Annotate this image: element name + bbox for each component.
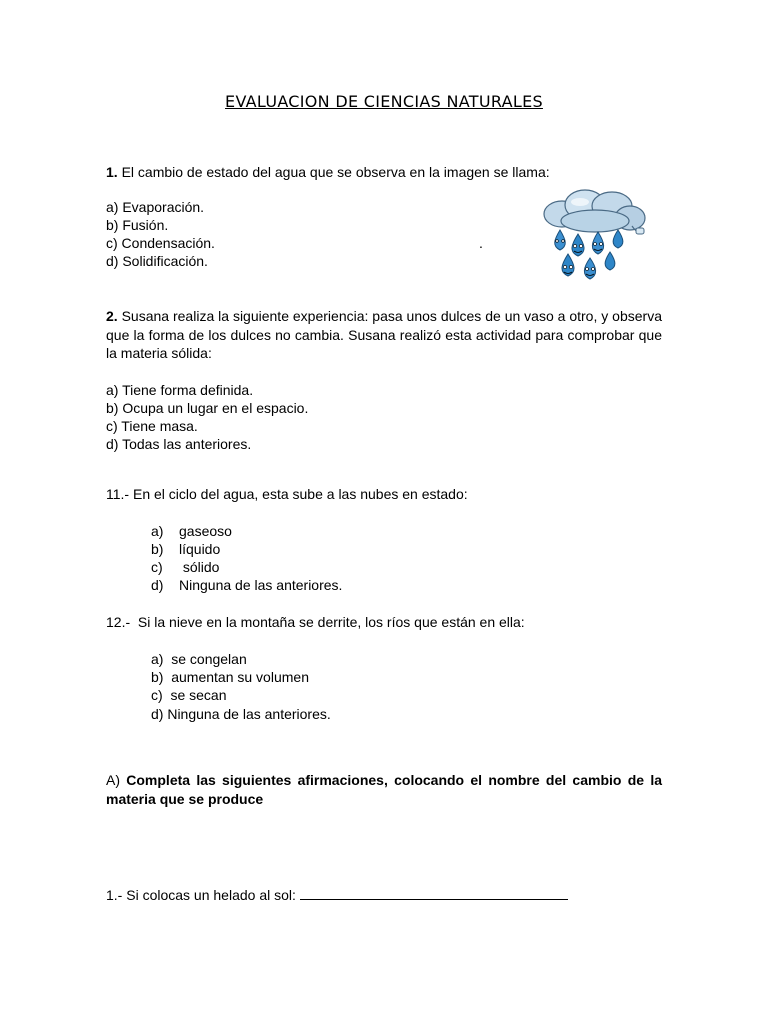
question-1-number: 1. xyxy=(106,164,118,180)
question-1-option: d) Solidificación. xyxy=(106,253,208,269)
question-1-option: c) Condensación. xyxy=(106,235,215,251)
stray-period: . xyxy=(479,235,483,251)
question-12-option: a) se congelan xyxy=(151,651,247,667)
question-1 xyxy=(106,163,550,181)
section-a-instruction xyxy=(106,771,662,809)
question-11-option-letter: b) xyxy=(151,541,164,557)
question-11-text: 11.- En el ciclo del agua, esta sube a las nubes en estado: xyxy=(106,486,468,502)
fill-in-item-1-text: 1.- Si colocas un helado al sol: xyxy=(106,887,300,903)
cloud-icon xyxy=(544,190,645,232)
question-2-text: Susana realiza la siguiente experiencia: pasa unos dulces de un vaso a otro, y observa que la forma de los dulces no cambia. Susana realizó esta actividad para comprobar que la materia sólida: xyxy=(106,308,662,361)
question-2-number: 2. xyxy=(106,308,118,324)
question-1-option: b) Fusión. xyxy=(106,217,169,233)
question-11-option-label: líquido xyxy=(179,541,221,557)
question-2 xyxy=(106,307,662,363)
question-2-option: b) Ocupa un lugar en el espacio. xyxy=(106,400,309,416)
page-title: EVALUACION DE CIENCIAS NATURALES xyxy=(225,92,543,111)
section-a-letter: A) xyxy=(106,772,120,788)
question-11-option-letter: a) xyxy=(151,523,164,539)
question-12-option: b) aumentan su volumen xyxy=(151,669,309,685)
section-a-text: Completa las siguientes afirmaciones, colocando el nombre del cambio de la materia que se produce xyxy=(106,772,662,807)
question-12-text: 12.- Si la nieve en la montaña se derrite, los ríos que están en ella: xyxy=(106,614,525,630)
question-11-option-letter: d) xyxy=(151,577,164,593)
question-11-option-label: Ninguna de las anteriores. xyxy=(179,577,343,593)
answer-blank[interactable] xyxy=(300,885,568,900)
question-1-text: El cambio de estado del agua que se observa en la imagen se llama: xyxy=(117,164,550,180)
cloud-with-raindrops-icon xyxy=(540,188,650,288)
question-2-option: c) Tiene masa. xyxy=(106,418,198,434)
question-11-option-label: sólido xyxy=(179,559,220,575)
question-11-option-letter: c) xyxy=(151,559,163,575)
question-2-option: d) Todas las anteriores. xyxy=(106,436,252,452)
question-1-option: a) Evaporación. xyxy=(106,199,205,215)
raindrops-icon xyxy=(555,230,623,279)
question-12-option: c) se secan xyxy=(151,687,227,703)
question-2-option: a) Tiene forma definida. xyxy=(106,382,254,398)
question-12-option: d) Ninguna de las anteriores. xyxy=(151,706,331,722)
fill-in-item-1 xyxy=(106,885,568,904)
question-11-option-label: gaseoso xyxy=(179,523,232,539)
